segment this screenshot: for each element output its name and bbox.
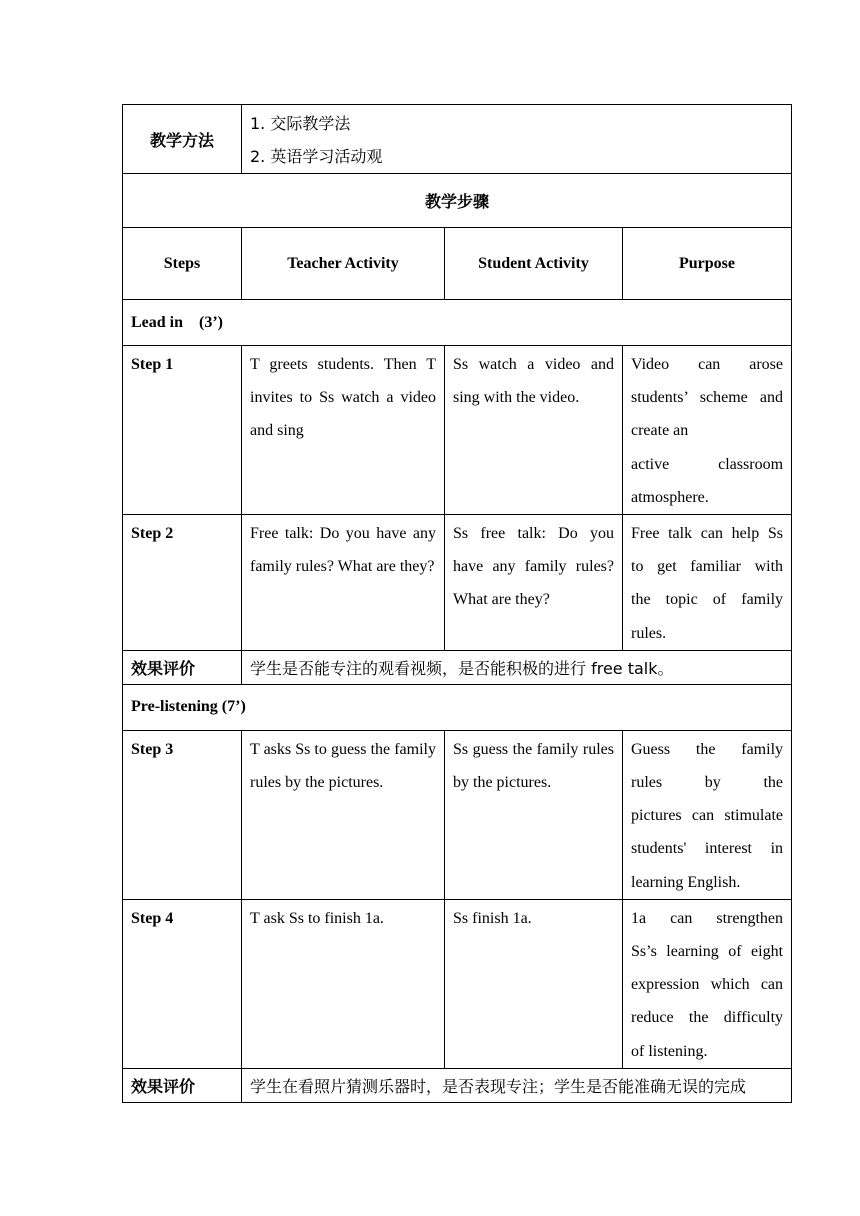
step-row [123,730,792,899]
purpose-line: rules. [631,624,667,642]
lesson-plan-table [122,104,792,1103]
student-activity: Ss guess the family rules by the pictures. [445,730,623,899]
teacher-activity: T greets students. Then T invites to Ss watch a video and sing [242,346,445,515]
step-label: Step 3 [123,730,242,899]
purpose-line: reduce the difficulty [631,1009,784,1027]
header-student-activity: Student Activity [445,228,623,300]
purpose-line: to get familiar with [631,558,784,576]
purpose-line: 1a can strengthen [631,909,784,927]
purpose-line: Ss’s learning of eight [631,943,784,961]
step-label: Step 1 [123,346,242,515]
methods-list [242,105,792,174]
purpose-line: atmosphere. [631,488,709,506]
phase-row [123,300,792,346]
methods-label: 教学方法 [123,105,242,174]
step-label: Step 2 [123,515,242,651]
phase-title: Lead in (3’) [123,300,792,346]
steps-title-row [123,174,792,228]
teacher-activity: T ask Ss to finish 1a. [242,899,445,1068]
purpose-line: rules by the [631,774,784,792]
evaluation-label: 效果评价 [123,1068,242,1102]
purpose [623,346,792,515]
step-row [123,346,792,515]
purpose-line: Free talk can help Ss [631,525,784,543]
method-item: 2. 英语学习活动观 [250,147,383,166]
evaluation-row [123,650,792,684]
evaluation-text: 学生在看照片猜测乐器时，是否表现专注；学生是否能准确无误的完成 [242,1068,792,1102]
purpose-line: active classroom [631,455,784,473]
header-steps: Steps [123,228,242,300]
evaluation-label: 效果评价 [123,650,242,684]
purpose-line: learning English. [631,873,741,891]
phase-title: Pre-listening (7’) [123,684,792,730]
teacher-activity: Free talk: Do you have any family rules? What are they? [242,515,445,651]
method-item: 1. 交际教学法 [250,114,351,133]
purpose-line: the topic of family [631,591,784,609]
phase-row [123,684,792,730]
purpose-line: Video can arose [631,356,784,373]
student-activity: Ss watch a video and sing with the video. [445,346,623,515]
purpose-line: of listening. [631,1042,708,1060]
step-row [123,515,792,651]
purpose-line: pictures can stimulate [631,807,784,825]
purpose-line: expression which can [631,976,784,994]
methods-row [123,105,792,174]
header-purpose: Purpose [623,228,792,300]
header-teacher-activity: Teacher Activity [242,228,445,300]
purpose-line: students’ scheme and [631,389,784,407]
purpose-line: create an [631,422,689,440]
student-activity: Ss finish 1a. [445,899,623,1068]
purpose [623,730,792,899]
steps-title: 教学步骤 [123,174,792,228]
evaluation-text: 学生是否能专注的观看视频，是否能积极的进行 free talk。 [242,650,792,684]
purpose [623,899,792,1068]
purpose [623,515,792,651]
step-label: Step 4 [123,899,242,1068]
teacher-activity: T asks Ss to guess the family rules by the pictures. [242,730,445,899]
student-activity: Ss free talk: Do you have any family rules? What are they? [445,515,623,651]
step-row [123,899,792,1068]
header-row [123,228,792,300]
purpose-line: students' interest in [631,840,784,858]
evaluation-row [123,1068,792,1102]
purpose-line: Guess the family [631,740,784,758]
